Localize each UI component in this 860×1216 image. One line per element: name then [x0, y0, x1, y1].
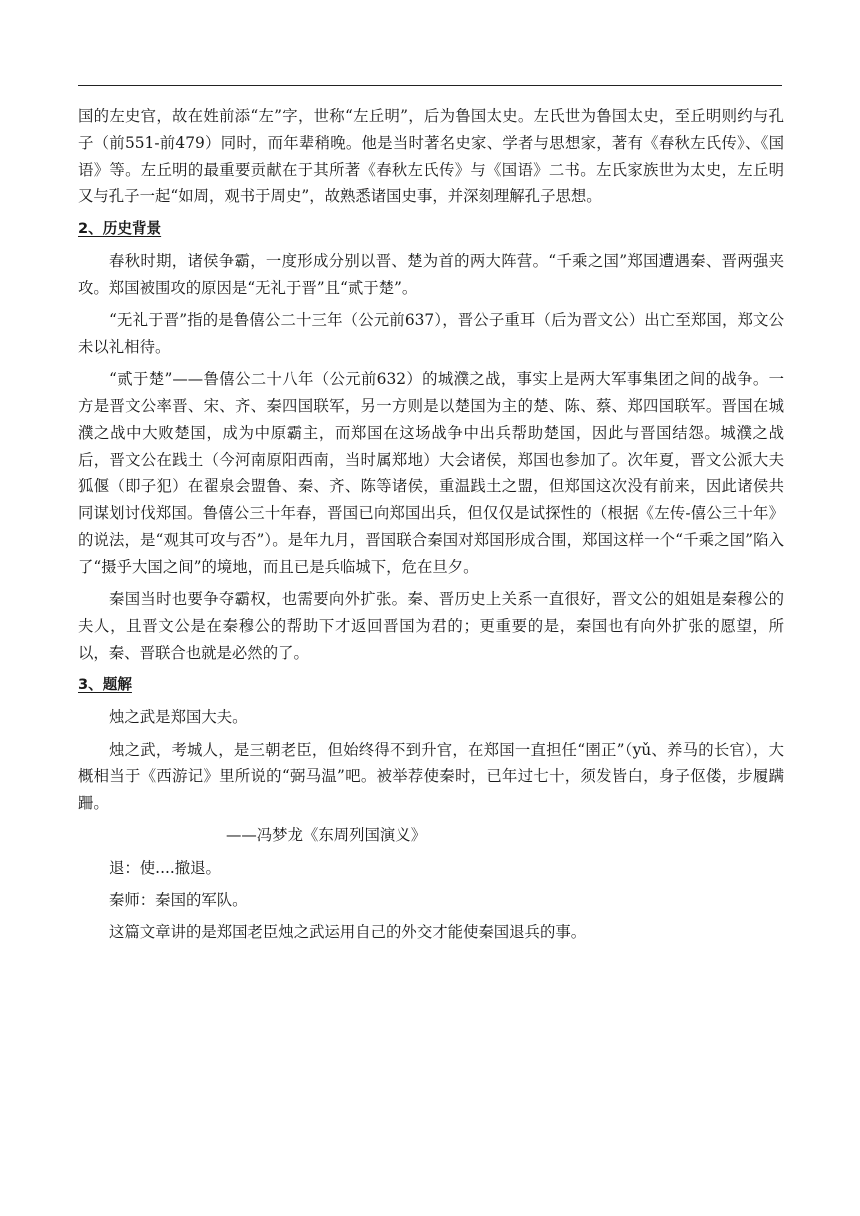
explanation-paragraph-1: 烛之武是郑国大夫。: [109, 708, 248, 727]
header-rule: [78, 85, 782, 86]
quote-source: ——冯梦龙《东周列国演义》: [226, 826, 427, 845]
section-heading-title-explanation: 3、题解: [78, 675, 132, 693]
section-heading-history: 2、历史背景: [78, 219, 162, 237]
intro-paragraph: 国的左史官，故在姓前添“左”字，世称“左丘明”，后为鲁国太史。左氏世为鲁国太史，至丘明则约与孔子（前551-前479）同时，而年辈稍晚。他是当时著名史家、学者与思想家，著有《春秋左氏传》、《国语》等。左丘明的最重要贡献在于其所著《春秋左氏传》与《国语》二书。左氏家族世为太史，左丘明又与孔子一起“如周，观书于周史”，故熟悉诸国史事，并深刻理解孔子思想。: [78, 107, 784, 206]
document-body: [78, 103, 784, 952]
history-paragraph-4: 秦国当时也要争夺霸权，也需要向外扩张。秦、晋历史上关系一直很好，晋文公的姐姐是秦穆公的夫人，且晋文公是在秦穆公的帮助下才返回晋国为君的；更重要的是，秦国也有向外扩张的愿望，所以，秦、晋联合也就是必然的了。: [78, 590, 784, 662]
definition-qinshi: 秦师：秦国的军队。: [109, 891, 248, 910]
history-paragraph-3: “贰于楚”——鲁僖公二十八年（公元前632）的城濮之战，事实上是两大军事集团之间的战争。一方是晋文公率晋、宋、齐、秦四国联军，另一方则是以楚国为主的楚、陈、蔡、郑四国联军。晋国在城濮之战中大败楚国，成为中原霸主，而郑国在这场战争中出兵帮助楚国，因此与晋国结怨。城濮之战后，晋文公在践土（今河南原阳西南，当时属郑地）大会诸侯，郑国也参加了。次年夏，晋文公派大夫狐偃（即子犯）在翟泉会盟鲁、秦、齐、陈等诸侯，重温践土之盟，但郑国这次没有前来，因此诸侯共同谋划讨伐郑国。鲁僖公三十年春，晋国已向郑国出兵，但仅仅是试探性的（根据《左传-僖公三十年》的说法，是“观其可攻与否”）。是年九月，晋国联合秦国对郑国形成合围，郑国这样一个“千乘之国”陷入了“摄乎大国之间”的境地，而且已是兵临城下，危在旦夕。: [78, 370, 784, 576]
history-paragraph-1: 春秋时期，诸侯争霸，一度形成分别以晋、楚为首的两大阵营。“千乘之国”郑国遭遇秦、晋两强夹攻。郑国被围攻的原因是“无礼于晋”且“贰于楚”。: [78, 251, 784, 297]
explanation-paragraph-2: 烛之武，考城人，是三朝老臣，但始终得不到升官，在郑国一直担任“圉正”（yǔ、养马的长官），大概相当于《西游记》里所说的“弼马温”吧。被举荐使秦时，已年过七十，须发皆白，身子伛偻，步履蹒跚。: [78, 740, 784, 813]
definition-tui: 退：使....撤退。: [109, 858, 221, 877]
history-paragraph-2: “无礼于晋”指的是鲁僖公二十三年（公元前637），晋公子重耳（后为晋文公）出亡至郑国，郑文公未以礼相待。: [78, 311, 784, 356]
explanation-summary: 这篇文章讲的是郑国老臣烛之武运用自己的外交才能使秦国退兵的事。: [109, 923, 587, 942]
